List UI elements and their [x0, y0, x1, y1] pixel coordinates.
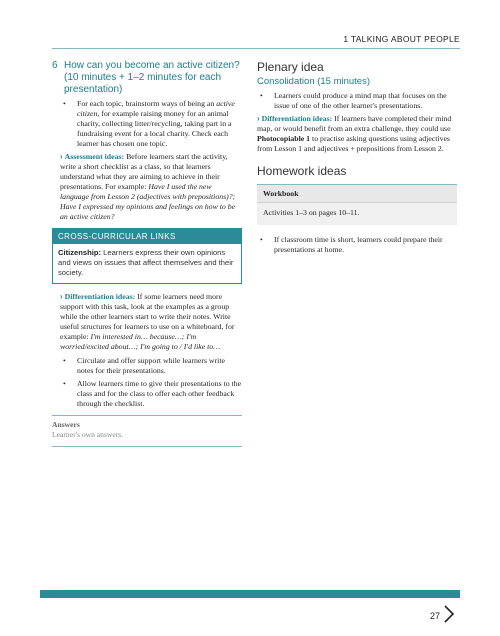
cross-curricular-body [53, 244, 241, 283]
workbook-box [257, 184, 457, 225]
differentiation-label: Differentiation ideas: [261, 114, 333, 123]
differentiation-example: I'm interested in… because…; I'm worried/excited about…; I'm going to / I'd like to… [60, 332, 221, 351]
chevron-right-icon: › [60, 152, 63, 161]
left-column [52, 60, 242, 447]
chevron-right-icon: › [60, 292, 63, 301]
section-title-text: How can you become an active citizen? (10 minutes + 1–2 minutes for each presentation) [64, 60, 240, 95]
differentiation-ideas [52, 292, 242, 352]
chevron-right-icon[interactable] [442, 604, 456, 624]
assessment-ideas [52, 152, 242, 222]
citizenship-text: Learners express their own opinions and views on issues that affect themselves and their society. [58, 248, 234, 277]
answers-body: Learner's own answers. [52, 430, 124, 439]
bullet-text: Allow learners time to give their presentations to the class and for the class to offer each other feedback through the checklist. [77, 379, 242, 408]
assessment-text: Before learners start the activity, write a short checklist as a class, so that learners understand what they are aiming to achieve in their presentations. For example: [60, 152, 228, 191]
assessment-example: Have I used the new language from Lesson 2 (adjectives with prepositions)?; Have I expressed my opinions and feelings on how to be an active citizen? [60, 182, 236, 221]
workbook-text: Activities 1–3 on pages 10–11. [257, 203, 457, 225]
chapter-header: 1 TALKING ABOUT PEOPLE [343, 34, 460, 44]
cross-curricular-box [52, 228, 242, 284]
list-item [52, 99, 242, 149]
list-item [257, 235, 457, 255]
footer-bar [40, 590, 460, 598]
bullet-text: For each topic, brainstorm ways of being an [77, 99, 217, 108]
bullet-text: , for example raising money for an animal charity, collecting litter/recycling, taking part in a fundraising event for a local charity. Check each learner has chosen one topic. [77, 109, 232, 148]
differentiation-text: If learners have completed their mind map, or would benefit from an extra challenge, they could use [257, 114, 452, 133]
list-item [52, 356, 242, 376]
chevron-right-icon: › [257, 114, 260, 123]
section-number: 6 [52, 60, 58, 71]
assessment-label: Assessment ideas: [64, 152, 125, 161]
differentiation-label: Differentiation ideas: [64, 292, 136, 301]
right-column [257, 60, 457, 258]
cross-curricular-heading: CROSS-CURRICULAR LINKS [53, 229, 241, 244]
list-item [52, 379, 242, 409]
section-title [52, 60, 242, 96]
homework-heading: Homework ideas [257, 164, 347, 178]
bullet-text: Circulate and offer support while learners write notes for their presentations. [77, 356, 225, 375]
answers-title: Answers [52, 420, 80, 429]
workbook-title: Workbook [257, 185, 457, 203]
plenary-heading: Plenary idea [257, 60, 324, 74]
list-item [257, 91, 457, 111]
photocopiable-ref: Photocopiable 1 [257, 134, 311, 143]
bullet-icon: • [63, 99, 66, 108]
bullet-emphasis: active citizen [77, 99, 235, 118]
differentiation-text: to practise asking questions using adjectives from Lesson 1 and adjectives + prepositions from Lesson 2. [257, 134, 450, 153]
bullet-icon: • [63, 379, 66, 388]
bullet-text: Learners could produce a mind map that focuses on the issue of one of the other learner's presentations. [274, 91, 447, 110]
bullet-icon: • [260, 235, 263, 244]
citizenship-label: Citizenship: [58, 248, 102, 257]
consolidation-heading: Consolidation (15 minutes) [257, 76, 371, 87]
differentiation-ideas [257, 114, 457, 154]
answers-box [52, 415, 242, 447]
page-number: 27 [429, 611, 440, 621]
differentiation-text: If some learners need more support with this task, look at the examples as a group while the other learners start to write their notes. Write useful structures for learners to use on a whiteboard, for example: [60, 292, 235, 341]
bullet-icon: • [63, 356, 66, 365]
bullet-text: If classroom time is short, learners could prepare their presentations at home. [274, 235, 443, 254]
bullet-icon: • [260, 91, 263, 100]
header-rule [52, 48, 460, 49]
